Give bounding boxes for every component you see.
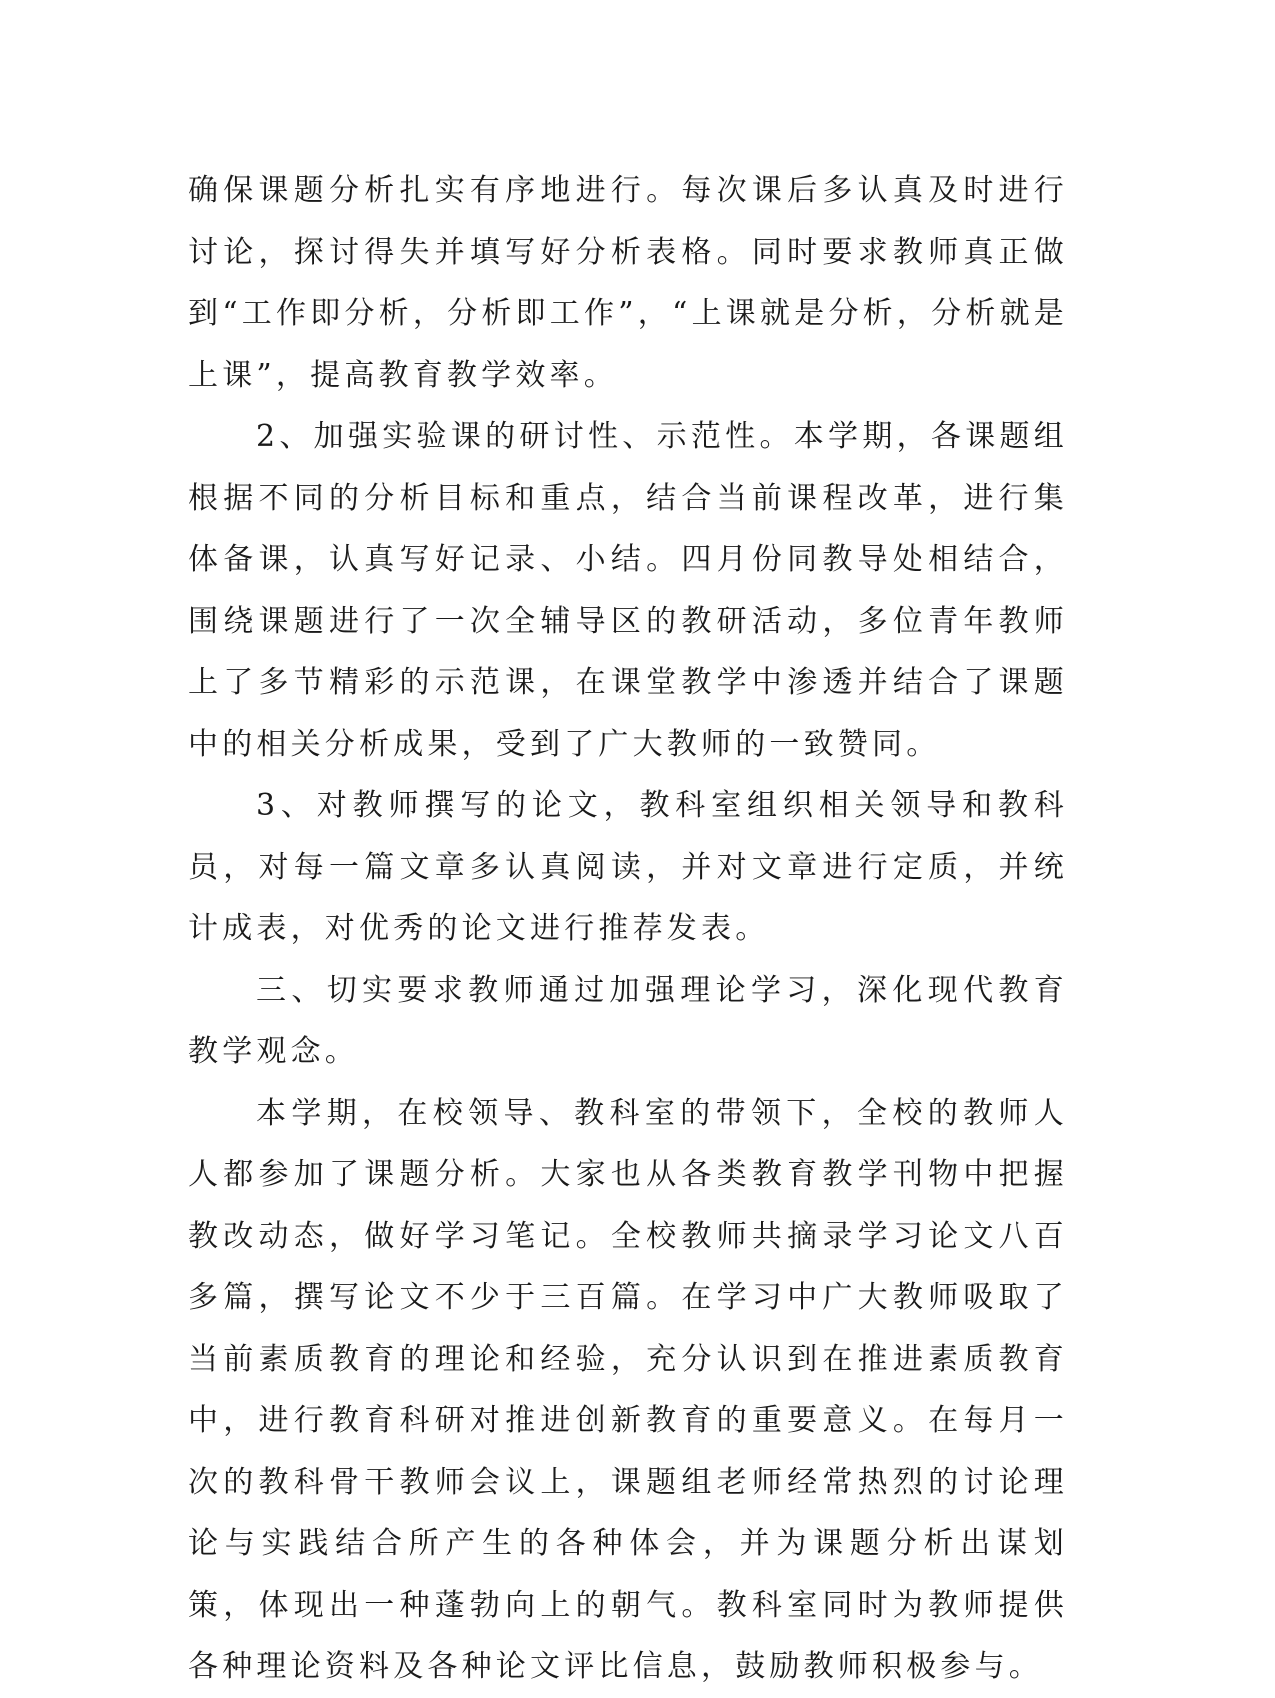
paragraph-item-2: 2、加强实验课的研讨性、示范性。本学期，各课题组根据不同的分析目标和重点，结合当前课程改革，进行集体备课，认真写好记录、小结。四月份同教导处相结合，围绕课题进行了一次全辅导区的教研活动，多位青年教师上了多节精彩的示范课，在课堂教学中渗透并结合了课题中的相关分析成果，受到了广大教师的一致赞同。 [188, 419, 1068, 762]
paragraph-item-3: 3、对教师撰写的论文，教科室组织相关领导和教科员，对每一篇文章多认真阅读，并对文章进行定质，并统计成表，对优秀的论文进行推荐发表。 [188, 788, 1068, 946]
paragraph-continuation: 确保课题分析扎实有序地进行。每次课后多认真及时进行讨论，探讨得失并填写好分析表格。同时要求教师真正做到“工作即分析，分析即工作”，“上课就是分析，分析就是上课”，提高教育教学效率。 [188, 173, 1068, 393]
section-heading-3: 三、切实要求教师通过加强理论学习，深化现代教育教学观念。 [188, 972, 1068, 1069]
paragraph-body: 本学期，在校领导、教科室的带领下，全校的教师人人都参加了课题分析。大家也从各类教育教学刊物中把握教改动态，做好学习笔记。全校教师共摘录学习论文八百多篇，撰写论文不少于三百篇。在学习中广大教师吸取了当前素质教育的理论和经验，充分认识到在推进素质教育中，进行教育科研对推进创新教育的重要意义。在每月一次的教科骨干教师会议上，课题组老师经常热烈的讨论理论与实践结合所产生的各种体会，并为课题分析出谋划策，体现出一种蓬勃向上的朝气。教科室同时为教师提供各种理论资料及各种论文评比信息，鼓励教师积极参与。 [188, 1095, 1068, 1684]
document-body [188, 160, 1068, 1698]
